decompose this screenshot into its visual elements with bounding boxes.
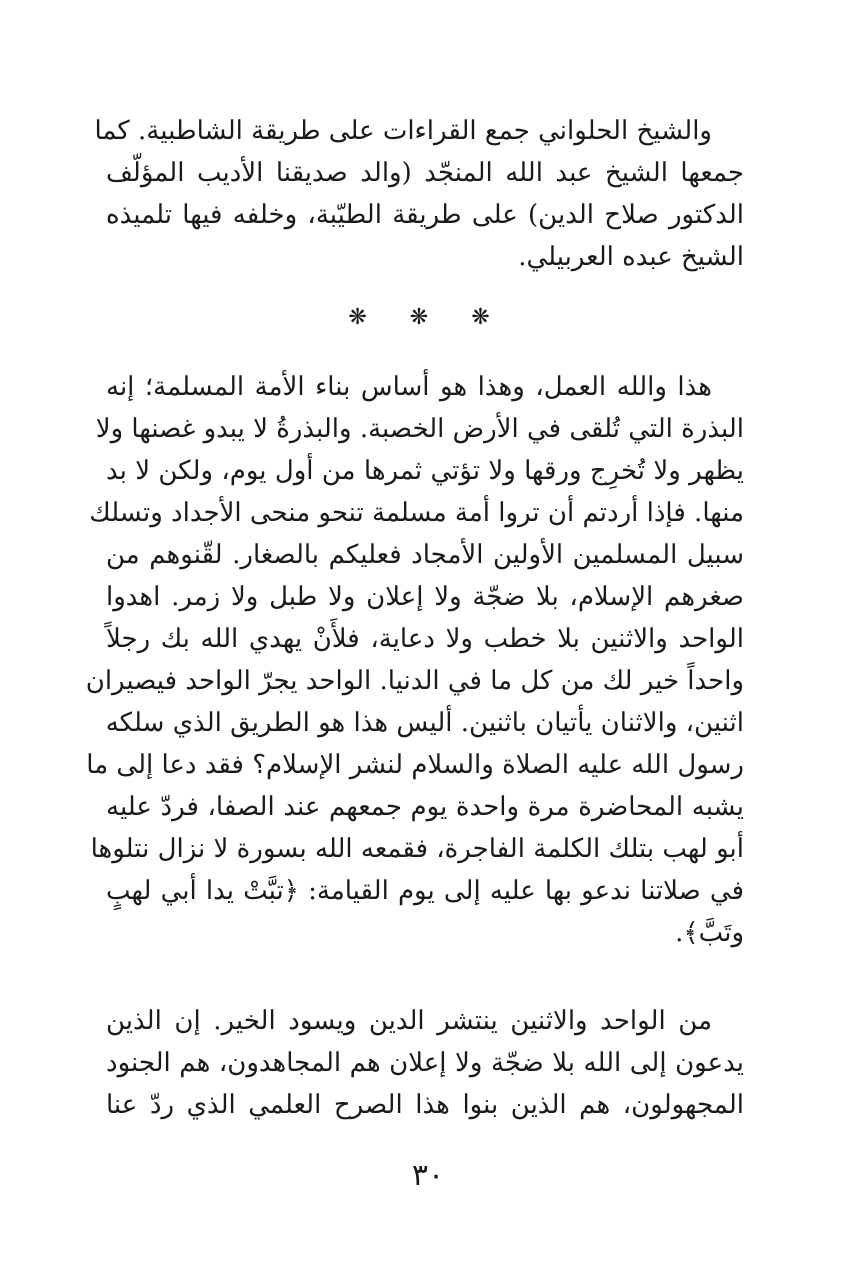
text-line: سبيل المسلمين الأولين الأمجاد فعليكم بالصغار. لقّنوهم من bbox=[106, 540, 744, 570]
text-line: صغرهم الإسلام، بلا ضجّة ولا إعلان ولا طبل ولا زمر. اهدوا bbox=[106, 582, 744, 612]
text-line: وتَبَّ﴾. bbox=[675, 918, 744, 948]
text-line: في صلاتنا ندعو بها عليه إلى يوم القيامة: ﴿تبَّتْ يدا أبي لهبٍ bbox=[106, 876, 744, 906]
text-line: يدعون إلى الله بلا ضجّة ولا إعلان هم المجاهدون، هم الجنود bbox=[106, 1048, 744, 1078]
text-line: جمعها الشيخ عبد الله المنجّد (والد صديقنا الأديب المؤلّف bbox=[106, 158, 744, 188]
page-number: ٣٠ bbox=[411, 1158, 445, 1193]
text-line: رسول الله عليه الصلاة والسلام لنشر الإسلام؟ فقد دعا إلى ما bbox=[86, 750, 744, 780]
text-line: يظهر ولا تُخرِج ورقها ولا تؤتي ثمرها من أول يوم، ولكن لا بد bbox=[106, 456, 744, 486]
text-line: هذا والله العمل، وهذا هو أساس بناء الأمة المسلمة؛ إنه bbox=[106, 372, 712, 402]
text-line: يشبه المحاضرة مرة واحدة يوم جمعهم عند الصفا، فردّ عليه bbox=[106, 792, 744, 822]
text-line: أبو لهب بتلك الكلمة الفاجرة، فقمعه الله بسورة لا نزال نتلوها bbox=[90, 834, 744, 864]
text-line: الدكتور صلاح الدين) على طريقة الطيّبة، وخلفه فيها تلميذه bbox=[106, 200, 744, 230]
text-line: والشيخ الحلواني جمع القراءات على طريقة الشاطبية. كما bbox=[94, 116, 712, 146]
paragraph-2 bbox=[85, 366, 744, 954]
text-line: منها. فإذا أردتم أن تروا أمة مسلمة تنحو منحى الأجداد وتسلك bbox=[89, 498, 744, 528]
section-separator: ❋ ❋ ❋ bbox=[348, 305, 508, 330]
text-line: البذرة التي تُلقى في الأرض الخصبة. والبذرةُ لا يبدو غصنها ولا bbox=[95, 414, 744, 444]
text-line: واحداً خير لك من كل ما في الدنيا. الواحد يجرّ الواحد فيصيران bbox=[85, 666, 744, 696]
text-line: من الواحد والاثنين ينتشر الدين ويسود الخير. إن الذين bbox=[106, 1006, 712, 1036]
text-line: اثنين، والاثنان يأتيان باثنين. أليس هذا هو الطريق الذي سلكه bbox=[105, 708, 744, 738]
paragraph-1 bbox=[94, 110, 744, 278]
text-line: الواحد والاثنين بلا خطب ولا دعاية، فلأَنْ يهدي الله بك رجلاً bbox=[106, 624, 744, 654]
text-line: المجهولون، هم الذين بنوا هذا الصرح العلمي الذي ردّ عنا bbox=[106, 1090, 744, 1120]
text-line: الشيخ عبده العربيلي. bbox=[518, 242, 744, 272]
paragraph-3 bbox=[106, 1000, 744, 1126]
